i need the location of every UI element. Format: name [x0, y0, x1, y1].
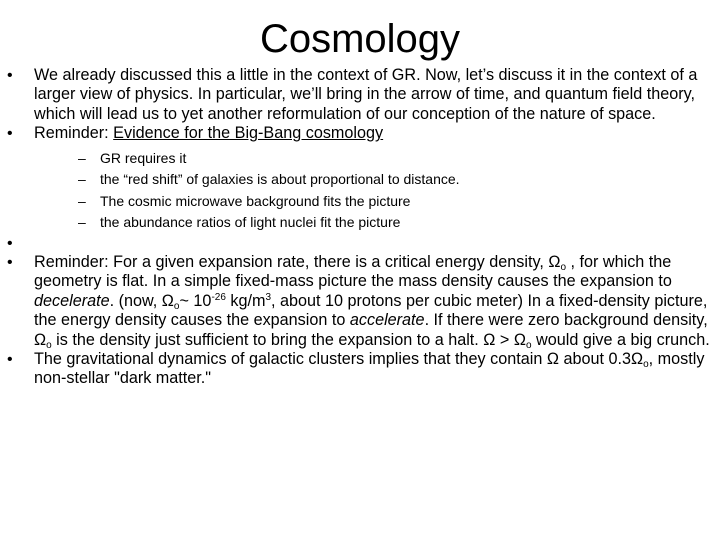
dash-marker: –: [78, 171, 86, 188]
dash-marker: –: [78, 192, 86, 209]
bullet-item-critical-density: [0, 253, 712, 350]
sub-item: [34, 169, 712, 191]
text: kg/m: [225, 291, 266, 310]
omega-symbol: Ω: [34, 330, 47, 349]
text: would give a big crunch.: [531, 330, 710, 349]
sub-item-text: GR requires it: [100, 149, 187, 166]
text: ~ 10: [179, 291, 212, 310]
subscript: o: [560, 262, 567, 274]
omega-symbol: Ω: [546, 350, 559, 369]
sub-item-text: the “red shift” of galaxies is about proportional to distance.: [100, 171, 460, 188]
evidence-link[interactable]: Evidence for the Big-Bang cosmology: [113, 124, 384, 143]
superscript: 3: [265, 291, 272, 303]
bullet-marker: •: [7, 351, 13, 369]
slide-title: Cosmology: [259, 17, 461, 61]
dash-marker: –: [78, 214, 86, 231]
bullet-marker: •: [7, 254, 13, 272]
omega-symbol: Ω: [483, 330, 496, 349]
text: , mostly non-stellar "dark matter.": [34, 350, 705, 388]
text: The gravitational dynamics of galactic clusters implies that they contain: [34, 350, 547, 369]
subscript: o: [643, 359, 649, 371]
bullet-text: We already discussed this a little in the context of GR. Now, let’s discuss it in the context of a larger view of physics. In particular, we’ll bring in the arrow of time, and quantum field theory, which will lead us to yet another reformulation of our conception of the nature of space.: [34, 66, 698, 123]
bullet-marker: •: [7, 125, 13, 143]
bullet-marker: •: [7, 67, 13, 84]
text: , about 10 protons per cubic meter) In a fixed-density picture, the energy density causes the expansion to: [34, 291, 708, 330]
bullet-item-gr-context: [0, 66, 712, 124]
text: . (now,: [109, 291, 162, 310]
text: . If there were zero background density,: [424, 311, 708, 330]
text: about 0.3: [558, 350, 631, 369]
bullet-text: Reminder:: [34, 124, 114, 143]
bullet-list: [0, 66, 712, 389]
italic-text: decelerate: [34, 291, 110, 310]
bullet-marker: •: [7, 234, 13, 252]
bullet-item-evidence: [0, 124, 712, 233]
sub-item-text: The cosmic microwave background fits the picture: [100, 192, 411, 209]
sub-item: [34, 212, 712, 234]
omega-symbol: Ω: [513, 330, 526, 349]
bullet-text: [34, 234, 39, 252]
omega-symbol: Ω: [161, 291, 174, 310]
omega-symbol: Ω: [630, 350, 644, 369]
text: , for which the geometry is flat. In a simple fixed-mass picture the mass density causes the expansion to: [34, 253, 672, 291]
evidence-sublist: [34, 148, 712, 234]
sub-item-text: the abundance ratios of light nuclei fit the picture: [100, 214, 401, 231]
text: >: [495, 330, 514, 349]
text: is the density just sufficient to bring the expansion to a halt.: [51, 330, 484, 349]
bullet-item-empty: [0, 234, 712, 253]
omega-symbol: Ω: [548, 253, 561, 272]
dash-marker: –: [78, 149, 86, 166]
sub-item: [34, 148, 712, 170]
bullet-item-dark-matter: [0, 350, 712, 389]
italic-text: accelerate: [349, 311, 425, 330]
superscript: -26: [211, 291, 226, 303]
sub-item: [34, 191, 712, 213]
subscript: o: [46, 339, 52, 351]
text: Reminder: For a given expansion rate, there is a critical energy density,: [34, 253, 549, 272]
subscript: o: [525, 339, 532, 351]
subscript: o: [173, 300, 180, 312]
